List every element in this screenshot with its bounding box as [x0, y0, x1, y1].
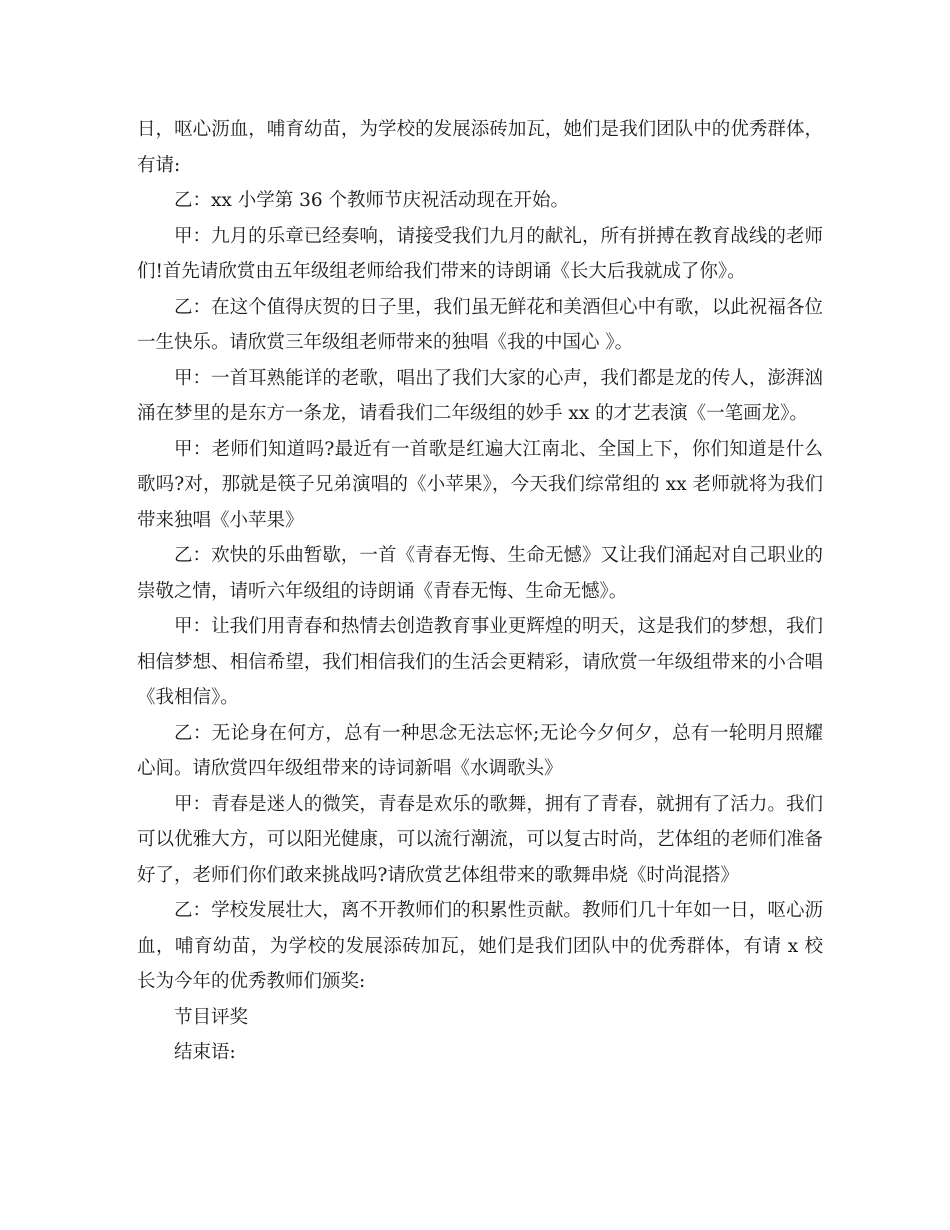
paragraph-opening: 乙：xx 小学第 36 个教师节庆祝活动现在开始。 — [174, 190, 570, 211]
paragraph-program-judging: 节目评奖 — [174, 1006, 249, 1028]
paragraph-solo-song: 乙：在这个值得庆贺的日子里，我们虽无鲜花和美酒但心中有歌，以此祝福各位一生快乐。请欣赏三年级组老师带来的独唱《我的中国心 》。 — [137, 296, 823, 353]
paragraph-continuation: 日，呕心沥血，哺育幼苗，为学校的发展添砖加瓦，她们是我们团队中的优秀群体，有请: — [137, 119, 823, 176]
paragraph-fashion-mix: 甲：青春是迷人的微笑，青春是欢乐的歌舞，拥有了青春，就拥有了活力。我们可以优雅大方，可以阳光健康，可以流行潮流，可以复古时尚，艺体组的老师们准备好了，老师们你们敢来挑战吗?请欣赏艺体组带来的歌舞串烧《时尚混搭》 — [137, 793, 823, 886]
paragraph-youth-recital: 乙：欢快的乐曲暂歇，一首《青春无悔、生命无憾》又让我们涌起对自己职业的崇敬之情，请听六年级组的诗朗诵《青春无悔、生命无憾》。 — [137, 545, 823, 602]
paragraph-little-apple: 甲：老师们知道吗?最近有一首歌是红遍大江南北、全国上下，你们知道是什么歌吗?对，那就是筷子兄弟演唱的《小苹果》，今天我们综常组的 xx 老师就将为我们带来独唱《小苹果》 — [137, 438, 823, 531]
paragraph-shuidiao-getou: 乙：无论身在何方，总有一种思念无法忘怀;无论今夕何夕，总有一轮明月照耀心间。请欣赏四年级组带来的诗词新唱《水调歌头》 — [137, 722, 823, 779]
paragraph-dragon-painting: 甲：一首耳熟能详的老歌，唱出了我们大家的心声，我们都是龙的传人，澎湃汹涌在梦里的是东方一条龙，请看我们二年级组的妙手 xx 的才艺表演《一笔画龙》。 — [137, 367, 823, 424]
paragraph-closing-remarks: 结束语: — [174, 1042, 236, 1063]
paragraph-award-ceremony: 乙：学校发展壮大，离不开教师们的积累性贡献。教师们几十年如一日，呕心沥血，哺育幼苗，为学校的发展添砖加瓦，她们是我们团队中的优秀群体，有请 x 校长为今年的优秀教师们颁奖: — [137, 900, 823, 992]
paragraph-i-believe: 甲：让我们用青春和热情去创造教育事业更辉煌的明天，这是我们的梦想，我们相信梦想、相信希望，我们相信我们的生活会更精彩，请欣赏一年级组带来的小合唱《我相信》。 — [137, 616, 823, 708]
paragraph-poem-recital: 甲：九月的乐章已经奏响，请接受我们九月的献礼，所有拼搏在教育战线的老师们!首先请欣赏由五年级组老师给我们带来的诗朗诵《长大后我就成了你》。 — [137, 225, 823, 282]
document-body — [137, 112, 823, 1071]
